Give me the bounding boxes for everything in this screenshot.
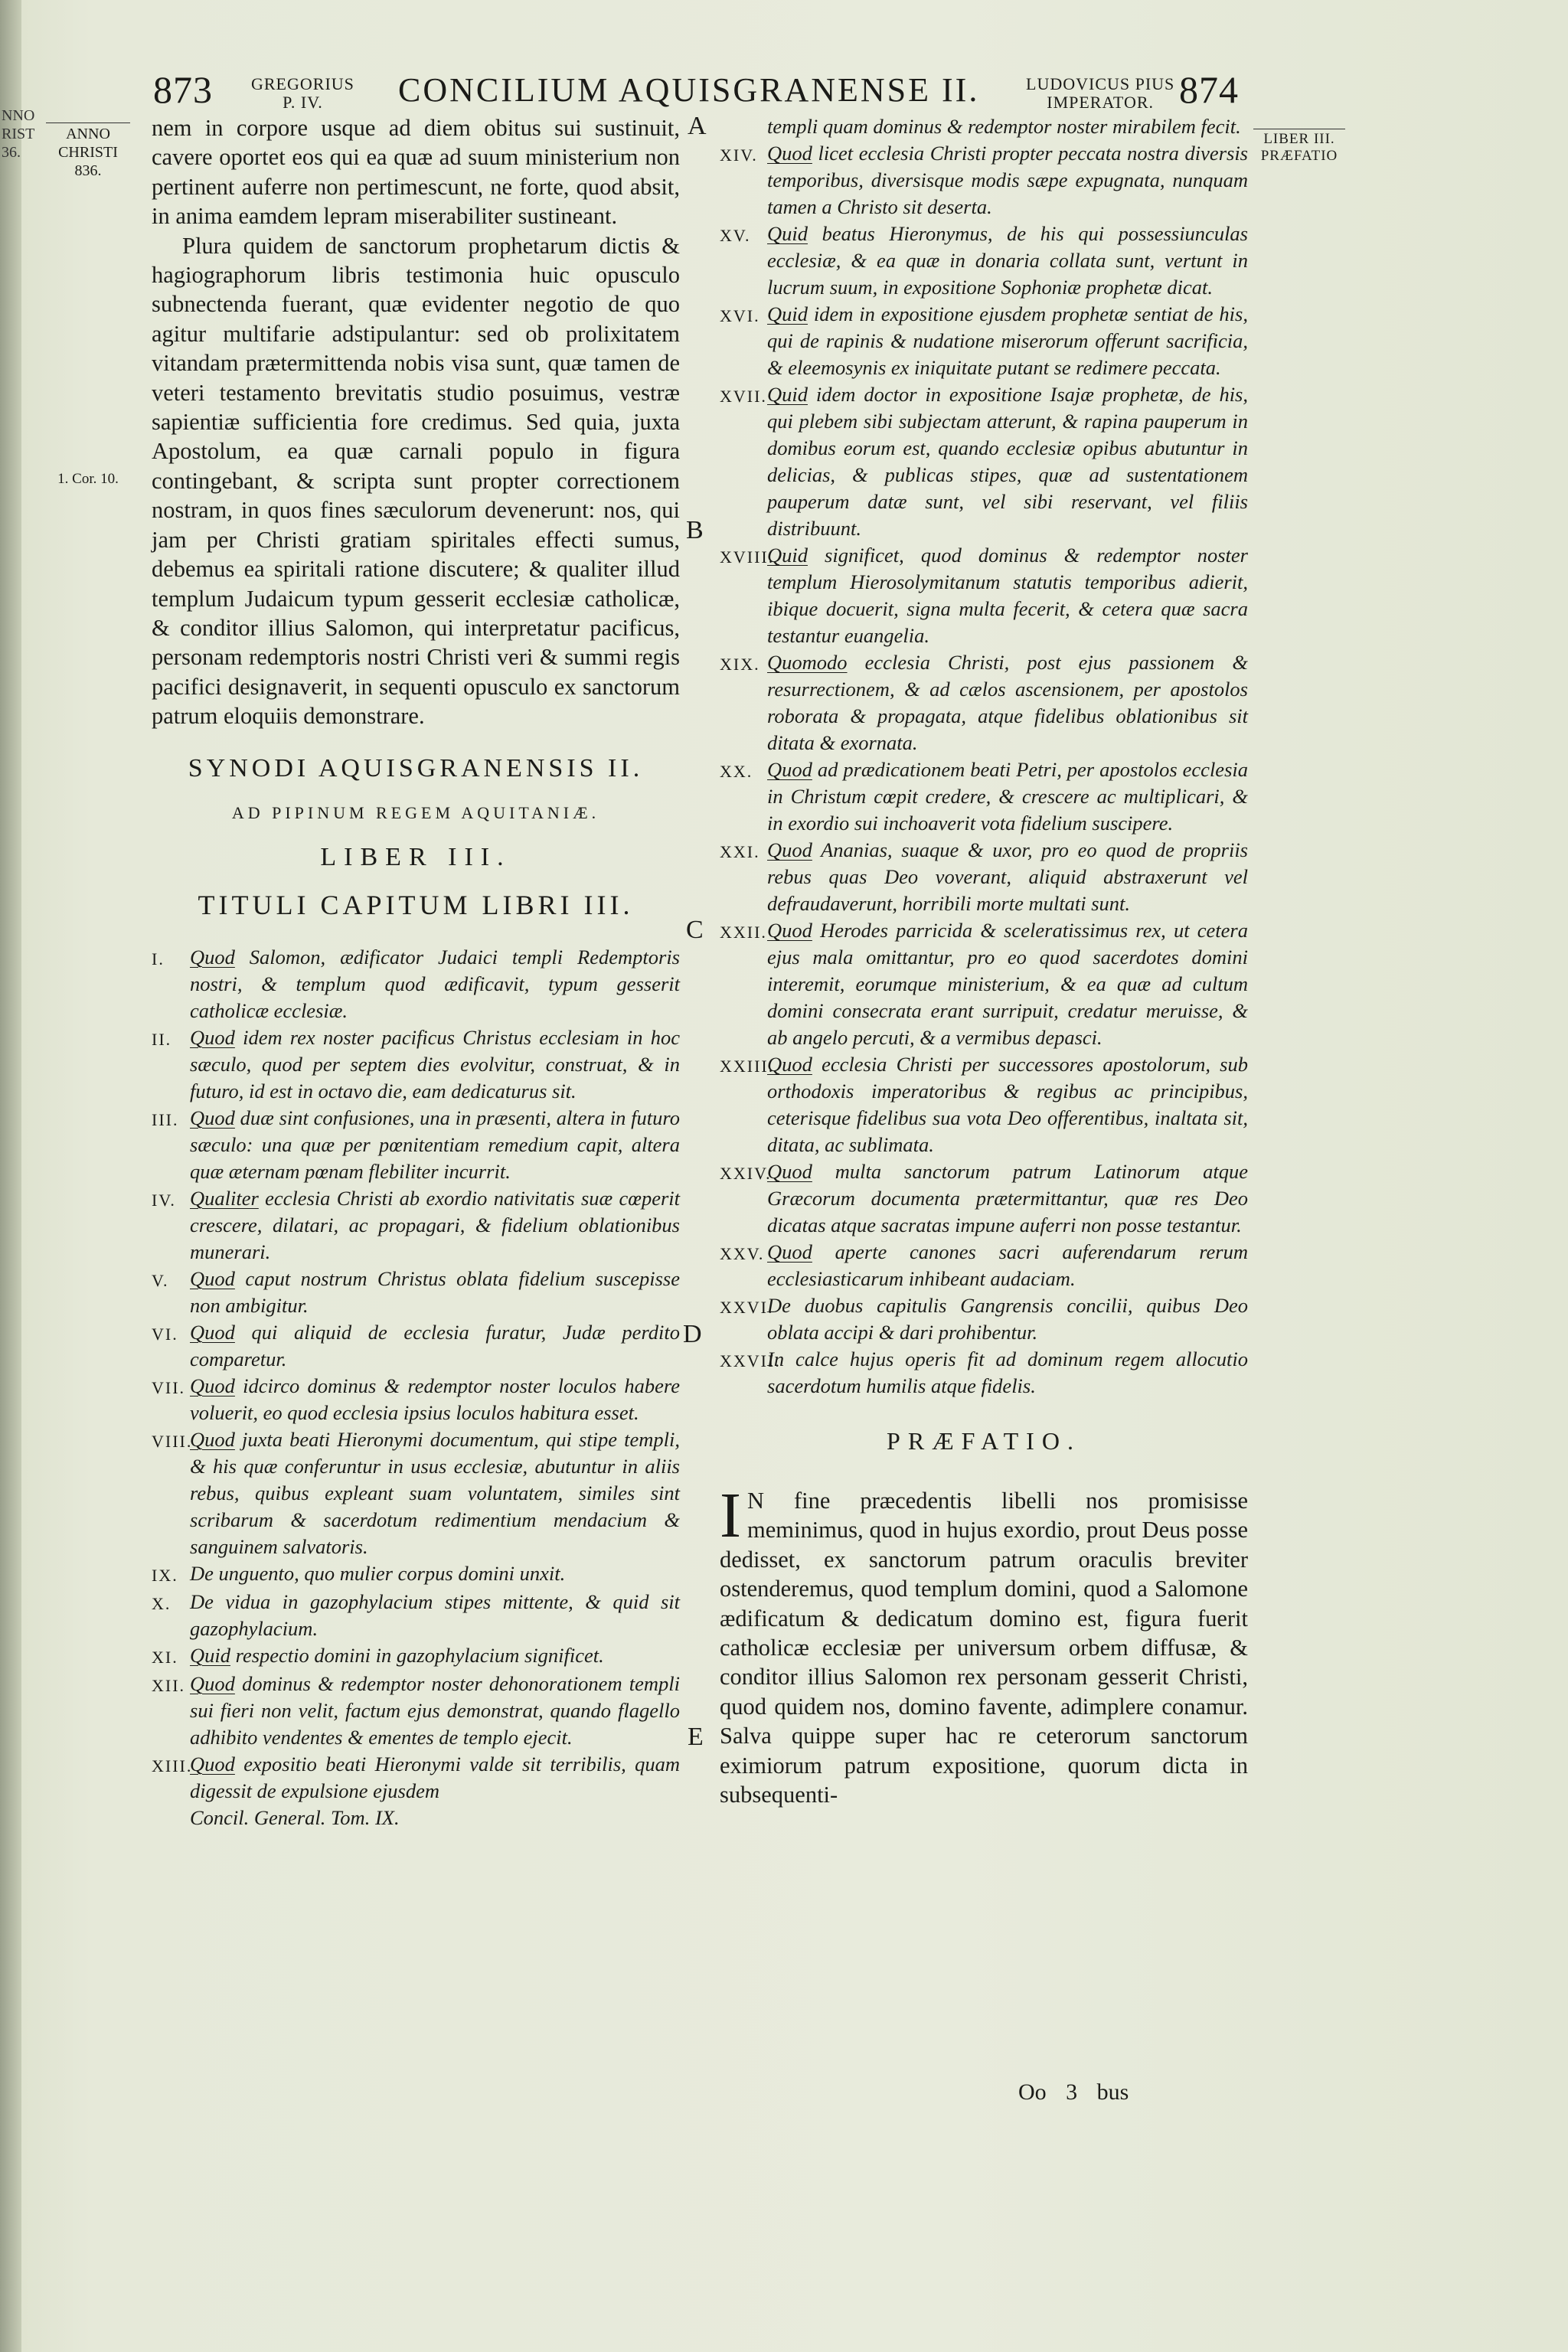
chapter-title-text — [190, 1105, 680, 1185]
chapter-title-item — [720, 837, 1248, 917]
chapter-title-text — [190, 944, 680, 1024]
chapter-title-lead-word: Quid — [767, 544, 808, 567]
chapter-title-text — [767, 1051, 1248, 1158]
chapter-title-lead-word: Quid — [767, 302, 808, 325]
chapter-title-text — [190, 1024, 680, 1105]
chapter-title-text — [190, 1589, 680, 1642]
chapter-title-item — [720, 649, 1248, 756]
chapter-title-rest: duæ sint confusiones, una in præsenti, altera in futuro sæculo: una quæ per pœnitentiam remedium capit, altera quæ æternam pœnam flebiliter incurrit. — [190, 1106, 680, 1183]
chapter-number: XXII. — [720, 923, 767, 942]
chapter-title-text — [767, 1158, 1248, 1239]
chapter-number: XIV. — [720, 145, 758, 165]
chapter-title-text — [190, 1671, 680, 1751]
chapter-title-rest: De vidua in gazophylacium stipes mittente, & quid sit gazophylacium. — [190, 1589, 680, 1640]
chapter-title-rest: Ananias, suaque & uxor, pro eo quod de propriis rebus quas Deo voverant, aliquid abstraxerunt vel defraudaverunt, horribili morte multati sunt. — [767, 838, 1248, 915]
edge-fragment: RIST — [2, 126, 35, 142]
chapter-number: VII. — [152, 1377, 186, 1397]
chapter-title-text — [767, 917, 1248, 1051]
chapter-title-text — [190, 1373, 680, 1426]
chapter-title-item — [152, 1671, 680, 1751]
chapter-title-rest: idcirco dominus & redemptor noster loculos habere voluerit, eo quod ecclesia ipsius loculos habitura esset. — [190, 1374, 680, 1424]
chapter-title-lead-word: Quod — [767, 1160, 812, 1183]
anno-year: 836. — [74, 162, 102, 179]
chapter-title-rest: dominus & redemptor noster dehonorationem templi sui fieri non velit, factum ejus demonstrat, quando flagello adhibito vendentes & ementes de templo ejecit. — [190, 1671, 680, 1749]
margin-right-note — [1250, 129, 1349, 165]
edge-fragment: NNO — [2, 107, 35, 124]
preface-heading: PRÆFATIO. — [887, 1427, 1081, 1455]
preface-body: N fine præcedentis libelli nos promisisse meminimus, quod in hujus exordio, prout Deus posse dedisset, ex sanctorum patrum oraculis breviter ostenderemus, quod templum domini, quod a Salomone ædificatum & dedicatum domino est, figura fuerit catholicæ ecclesiæ per universum orbem diffusæ, & conditor illius Salomon rex personam gesserit Christi, quod quidem nos, domino favente, adimplere conamur. Salva quippe super hac re ceterorum sanctorum eximiorum patrum expositione, quorum dicta in subsequenti- — [720, 1488, 1248, 1808]
chapter-number: XIII. — [152, 1756, 193, 1775]
chapter-number: I. — [152, 949, 165, 969]
chapter-title-lead-word: Quod — [767, 838, 812, 861]
chapter-title-item — [720, 381, 1248, 542]
chapter-title-lead-word: Quod — [767, 919, 812, 942]
chapter-number: XI. — [152, 1647, 178, 1667]
chapter-title-lead-word: Quod — [190, 1671, 235, 1695]
chapter-number: XXI. — [720, 842, 760, 861]
chapter-title-item — [720, 756, 1248, 837]
chapter-number: XXVI. — [720, 1298, 774, 1317]
chapter-title-rest: expositio beati Hieronymi valde sit terribilis, quam digessit de expulsione ejusdem — [190, 1752, 680, 1802]
chapter-title-rest: ecclesia Christi ab exordio nativitatis suæ cœperit crescere, dilatari, ac propagari, & fidelium oblationibus munerari. — [190, 1186, 680, 1263]
page-number-left: 873 — [153, 68, 213, 111]
chapter-title-rest: aperte canones sacri auferendarum rerum ecclesiasticarum inhibeant audaciam. — [767, 1240, 1248, 1290]
chapter-title-item — [152, 1024, 680, 1105]
chapter-title-rest: qui aliquid de ecclesia furatur, Judæ perdito comparetur. — [190, 1320, 680, 1370]
header-emperor — [1026, 75, 1174, 112]
chapter-title-item — [720, 542, 1248, 649]
paragraph-continuation: nem in corpore usque ad diem obitus sui sustinuit, cavere oportet eos qui ea quæ ad suum ministerium non pertinent auferre non pertimescunt, ne forte, quod absit, in anima eamdem lepram miserabiliter sustineant. — [152, 115, 680, 230]
chapter-title-rest: idem doctor in expositione Isajæ prophetæ, de his, qui plebem sibi subjectam atterunt, & rapina pauperum in domibus eorum est, quando ecclesiæ opibus abutuntur in delicias, & publicas stipes, quæ ad sustentationem pauperum datæ sunt, vel sibi reservant, vel filiis distribuunt. — [767, 383, 1248, 540]
chapter-title-item — [152, 1185, 680, 1266]
volume-signature: Concil. General. Tom. IX. — [190, 1805, 400, 1829]
chapter-title-lead-word: Quod — [190, 1106, 235, 1129]
chapter-title-item — [720, 1239, 1248, 1292]
chapter-number: XXIII. — [720, 1057, 775, 1076]
chapter-number: III. — [152, 1109, 179, 1129]
chapter-title-text — [767, 756, 1248, 837]
chapter-title-item — [152, 1266, 680, 1319]
chapter-title-lead-word: Quid — [767, 383, 808, 406]
chapter-title-rest: Salomon, ædificator Judaici templi Redemptoris nostri, & templum quod ædificavit, typum gesserit catholicæ ecclesiæ. — [190, 945, 680, 1022]
chapter-title-text — [767, 837, 1248, 917]
chapter-number: XXVII. — [720, 1351, 781, 1370]
chapter-title-text — [767, 140, 1248, 220]
chapter-title-item — [720, 917, 1248, 1051]
section-letter-c: C — [686, 916, 704, 944]
margin-praefatio: PRÆFATIO — [1260, 148, 1338, 164]
chapter-number: XXIV. — [720, 1164, 772, 1183]
chapter-title-item — [152, 1589, 680, 1642]
chapter-title-text — [767, 1346, 1248, 1400]
chapter-title-lead-word: Quod — [767, 758, 812, 781]
chapter-title-item — [152, 1642, 680, 1671]
chapter-number: XVIII. — [720, 547, 775, 567]
chapter-title-rest: respectio domini in gazophylacium significet. — [230, 1643, 604, 1667]
book-heading: LIBER III. — [320, 842, 511, 871]
chapter-title-lead-word: Quod — [190, 1374, 235, 1397]
margin-scripture-ref: 1. Cor. 10. — [57, 471, 119, 487]
chapter-number: X. — [152, 1593, 172, 1613]
chapter-title-text — [767, 381, 1248, 542]
chapter-title-rest: idem in expositione ejusdem prophetæ sentiat de his, qui de rapinis & nudatione miserorum offerunt sacrificia, & eleemosynis ex iniquitate putant se redimere peccata. — [767, 302, 1248, 379]
chapter-title-item — [720, 140, 1248, 220]
chapter-number: II. — [152, 1029, 172, 1049]
header-pope-number: P. IV. — [283, 93, 323, 112]
chapter-number: VI. — [152, 1324, 178, 1344]
chapter-title-item — [720, 1346, 1248, 1400]
chapter-number: XIX. — [720, 655, 760, 674]
chapter-title-lead-word: Quod — [190, 1320, 235, 1344]
right-column — [720, 113, 1248, 1809]
chapter-title-text — [190, 1266, 680, 1319]
chapter-list-left — [152, 944, 680, 1805]
chapter-title-lead-word: Quod — [190, 1025, 235, 1049]
chapter-title-rest: In calce hujus operis fit ad dominum regem allocutio sacerdotum humilis atque fidelis. — [767, 1348, 1248, 1397]
chapter-title-item — [152, 944, 680, 1024]
chapter-title-item — [720, 301, 1248, 381]
header-pope-name: GREGORIUS — [251, 74, 354, 93]
chapter-title-lead-word: Quomodo — [767, 651, 848, 674]
chapter-number: IV. — [152, 1190, 176, 1210]
chapter-title-rest: De unguento, quo mulier corpus domini unxit. — [190, 1561, 566, 1585]
preface-text — [720, 1480, 1248, 1809]
chapter-list-right — [720, 140, 1248, 1400]
chapter-title-text — [767, 301, 1248, 381]
chapter-title-item — [720, 1158, 1248, 1239]
chapter-title-item — [720, 1051, 1248, 1158]
edge-fragment: 36. — [2, 144, 21, 161]
drop-cap: I — [720, 1480, 741, 1551]
chapter-title-rest: Herodes parricida & sceleratissimus rex, ut cetera ejus mala omittantur, pro eo quod sacerdotes domini interemit, eorumque ministerium, & ea quæ ad cultum domini consecrata erant surripuit, credatur meruisse, & ab angelo percuti, & a vermibus depasci. — [767, 919, 1248, 1049]
chapter-title-text — [190, 1319, 680, 1373]
chapter-title-rest: ecclesia Christi per successores apostolorum, sub orthodoxis imperatoribus & regibus ac principibus, ceterisque fidelibus sua vota Deo offerentibus, inaltata sit, ditata, ac sublimata. — [767, 1053, 1248, 1156]
running-title: CONCILIUM AQUISGRANENSE II. — [398, 71, 980, 109]
chapter-number: XVI. — [720, 306, 760, 325]
chapter-title-text — [190, 1185, 680, 1266]
anno-rule — [46, 122, 130, 123]
chapter-title-item — [720, 220, 1248, 301]
chapter-title-text — [190, 1642, 680, 1671]
item-number — [720, 113, 767, 140]
chapter-title-rest: licet ecclesia Christi propter peccata nostra diversis temporibus, diversisque modis sæpe expugnata, nunquam tamen a Christo sit deserta. — [767, 142, 1248, 218]
chapter-title-rest: caput nostrum Christus oblata fidelium suscepisse non ambigitur. — [190, 1266, 680, 1317]
page-number-right: 874 — [1179, 68, 1239, 111]
signature-catchword: Oo 3 bus — [1018, 2079, 1129, 2105]
chapter-title-text — [767, 220, 1248, 301]
chapter-number: XII. — [152, 1675, 186, 1695]
chapter-title-lead-word: Quod — [767, 142, 812, 165]
chapter-title-text — [767, 1292, 1248, 1346]
list-item — [720, 113, 1248, 140]
chapter-title-item — [152, 1560, 680, 1589]
header-pope — [251, 75, 354, 112]
header-emperor-name: LUDOVICUS PIUS — [1026, 74, 1175, 93]
chapter-title-item — [152, 1751, 680, 1805]
chapter-title-rest: multa sanctorum patrum Latinorum atque Græcorum documenta prætermittantur, quæ res Deo dicatas atque sacratas impune auferri non posse testantur. — [767, 1160, 1248, 1236]
paragraph-plura: Plura quidem de sanctorum prophetarum dictis & hagiographorum libris testimonia huic opusculo subnectenda fuerant, quæ evidenter negotio de quo agitur multifarie adstipulantur: sed ob prolixitatem vitandam prætermittenda nobis visa sunt, quæ tamen de veteri testamento brevitatis studio posuimus, vestræ sapientiæ sufficientia fore credimus. Sed quia, juxta Apostolum, ea quæ carnali populo in figura contingebant, & scripta sunt propter correctionem nostram, in quos fines sæculorum devenerunt: nos, qui jam per Christi gratiam spiritales effecti sumus, debemus ea spiritali ratione discutere; & qualiter illud templum Judaicum typum gesserit ecclesiæ catholicæ, & conditor illius Salomon, qui interpretatur pacificus, personam redemptoris nostri Christi veri & summi regis pacifici designaverit, in sequenti opusculo ex sanctorum patrum eloquiis demonstrare. — [152, 232, 680, 730]
chapter-title-item — [720, 1292, 1248, 1346]
item-text: templi quam dominus & redemptor noster mirabilem fecit. — [767, 115, 1241, 138]
chapter-title-rest: idem rex noster pacificus Christus ecclesiam in hoc sæculo, quod per septem dies evolvitur, construat, & in futuro, id est in octavo die, eam dedicaturus sit. — [190, 1025, 680, 1102]
chapter-title-lead-word: Quod — [190, 1266, 235, 1290]
chapter-title-text — [767, 649, 1248, 756]
chapter-titles-heading: TITULI CAPITUM LIBRI III. — [198, 889, 634, 920]
chapter-title-lead-word: Quod — [767, 1053, 812, 1076]
anno-christi: CHRISTI — [58, 144, 118, 161]
left-column — [152, 113, 680, 1831]
anno-label: ANNO — [66, 126, 110, 142]
chapter-title-rest: juxta beati Hieronymi documentum, qui stipe templi, & his quæ conferuntur in usus ecclesiæ, abutuntur in aliis rebus, quibus expleant suam voluntatem, similes sint scribarum & sacerdotum redimentium mendacium & sanguinem salvatoris. — [190, 1427, 680, 1558]
chapter-title-rest: significet, quod dominus & redemptor noster templum Hierosolymitanum statutis temporibus adierit, ibique docuerit, signa multa fecerit, & cetera quæ sacra testantur euangelia. — [767, 544, 1248, 647]
margin-liber: LIBER III. — [1263, 131, 1335, 147]
chapter-number: VIII. — [152, 1431, 193, 1451]
chapter-number: XX. — [720, 762, 753, 781]
dedication-heading: AD PIPINUM REGEM AQUITANIÆ. — [231, 802, 600, 822]
chapter-title-item — [152, 1373, 680, 1426]
chapter-number: V. — [152, 1270, 169, 1290]
chapter-title-rest: ad prædicationem beati Petri, per apostolos ecclesia in Christum cœpit credere, & crescere ac multiplicari, & in exordio sui inchoaverit vota fidelium suscipere. — [767, 758, 1248, 835]
chapter-title-text — [767, 542, 1248, 649]
margin-anno — [31, 122, 145, 180]
section-letter-a: A — [688, 112, 707, 140]
chapter-title-lead-word: Qualiter — [190, 1186, 259, 1210]
chapter-title-text — [767, 1239, 1248, 1292]
chapter-number: XVII. — [720, 387, 767, 406]
chapter-number: XV. — [720, 226, 751, 245]
chapter-title-item — [152, 1105, 680, 1185]
section-letter-b: B — [686, 516, 704, 544]
chapter-title-text — [190, 1751, 680, 1805]
chapter-title-lead-word: Quod — [190, 1752, 235, 1775]
chapter-title-text — [190, 1426, 680, 1560]
chapter-title-rest: beatus Hieronymus, de his qui possessiunculas ecclesiæ, & ea quæ in donaria collata sunt, vertunt in lucrum suum, in expositione Sophoniæ prophetæ dicat. — [767, 222, 1248, 299]
chapter-number: IX. — [152, 1565, 178, 1585]
chapter-title-item — [152, 1426, 680, 1560]
chapter-title-lead-word: Quid — [190, 1643, 230, 1667]
binding-edge — [0, 0, 21, 2352]
header-emperor-title: IMPERATOR. — [1047, 93, 1155, 112]
chapter-title-rest: De duobus capitulis Gangrensis concilii, quibus Deo oblata accipi & dari prohibentur. — [767, 1294, 1248, 1344]
chapter-title-lead-word: Quod — [190, 1427, 235, 1451]
chapter-title-lead-word: Quid — [767, 222, 808, 245]
chapter-title-item — [152, 1319, 680, 1373]
section-letter-e: E — [688, 1723, 704, 1751]
chapter-title-text — [190, 1560, 680, 1589]
chapter-title-lead-word: Quod — [190, 945, 235, 969]
chapter-title-rest: ecclesia Christi, post ejus passionem & resurrectionem, & ad cælos ascensionem, per apostolos roborata & propagata, atque fidelibus oblationibus sit ditata & exornata. — [767, 651, 1248, 754]
chapter-title-lead-word: Quod — [767, 1240, 812, 1263]
chapter-number: XXV. — [720, 1244, 765, 1263]
section-letter-d: D — [683, 1320, 702, 1348]
synod-heading: SYNODI AQUISGRANENSIS II. — [188, 753, 644, 782]
